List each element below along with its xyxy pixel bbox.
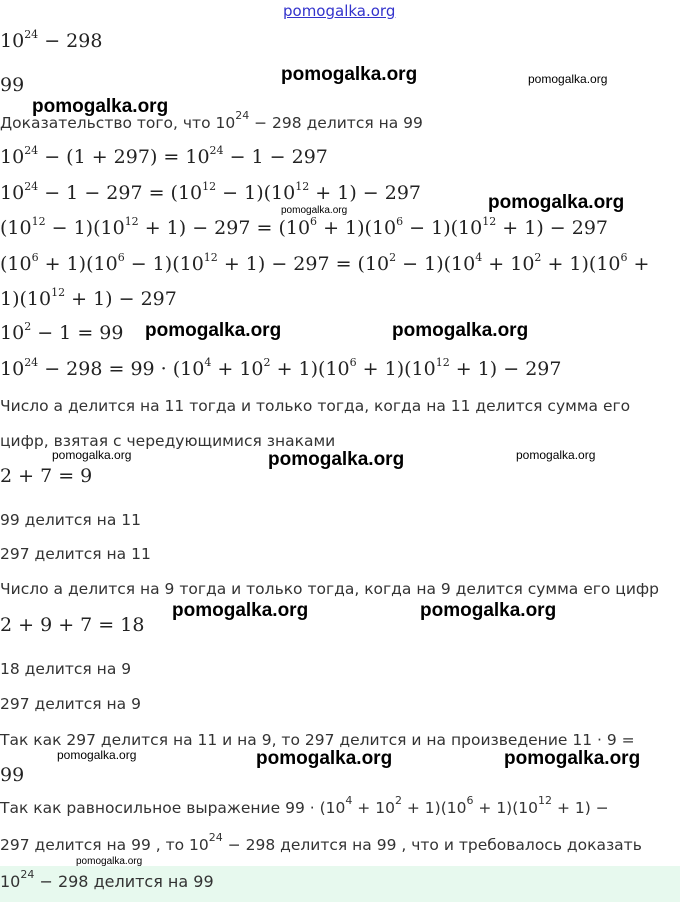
proof-step-2: $10^{24} - 1 - 297 = (10^{12} - 1)(10^{12} + 1) - 297$ (0, 180, 421, 204)
answer-box (0, 866, 680, 902)
statement-297-div-11: 297 делится на 11 (0, 545, 151, 563)
proof-step-4a: $(10^6 + 1)(10^6 - 1)(10^{12} + 1) - 297 = (10^2 - 1)(10^4 + 10^2 + 1)(10^6$ + (0, 251, 650, 275)
watermark: pomogalka.org (52, 448, 132, 462)
digit-sum-11: 2 + 7 = 9 (0, 465, 93, 487)
rule-11-line-2: цифр, взятая с чередующимися знаками (0, 432, 336, 450)
watermark: pomogalka.org (504, 748, 641, 769)
watermark: pomogalka.org (392, 320, 529, 341)
watermark: pomogalka.org (528, 72, 608, 86)
proof-heading: Доказательство того, что $10^{24} - 298$ делится на 99 (0, 109, 423, 132)
rule-9-line: Число a делится на 9 тогда и только тогда, когда на 9 делится сумма его цифр (0, 580, 660, 598)
rule-11-line-1: Число a делится на 11 тогда и только тогда, когда на 11 делится сумма его (0, 397, 631, 415)
watermark: pomogalka.org (57, 748, 137, 762)
watermark: pomogalka.org (281, 205, 348, 216)
proof-step-4b: $1)(10^{12} + 1) - 297$ (0, 286, 177, 310)
conclusion-line-2: 297 делится на 99 , то $10^{24} - 298$ делится на 99 , что и требовалось доказать (0, 831, 642, 854)
proof-step-6: $10^{24} - 298 = 99 \cdot (10^4 + 10^2 + 1)(10^6 + 1)(10^{12} + 1) - 297$ (0, 356, 562, 380)
watermark: pomogalka.org (488, 192, 625, 213)
statement-99-div-11: 99 делится на 11 (0, 511, 141, 529)
watermark: pomogalka.org (172, 600, 309, 621)
conclusion-line-1: Так как равносильное выражение $99 \cdot (10^4 + 10^2 + 1)(10^6 + 1)(10^{12} + 1)$ − (0, 794, 609, 817)
watermark: pomogalka.org (516, 448, 596, 462)
proof-step-5: $10^2 - 1 = 99$ (0, 320, 124, 344)
proof-step-1: $10^{24} - (1 + 297) = 10^{24} - 1 - 297$ (0, 144, 328, 168)
expression-line: $10^{24} - 298$ (0, 28, 103, 52)
divisor-line: 99 (0, 74, 25, 96)
proof-step-3: $(10^{12} - 1)(10^{12} + 1) - 297 = (10^6 + 1)(10^6 - 1)(10^{12} + 1) - 297$ (0, 215, 608, 239)
watermark: pomogalka.org (281, 64, 418, 85)
watermark: pomogalka.org (420, 600, 557, 621)
watermark: pomogalka.org (145, 320, 282, 341)
watermark: pomogalka.org (32, 96, 169, 117)
digit-sum-9: 2 + 9 + 7 = 18 (0, 614, 145, 636)
answer-text: $10^{24} - 298$ делится на 99 (0, 868, 214, 891)
statement-297-div-9: 297 делится на 9 (0, 695, 141, 713)
product-statement-line-1: Так как 297 делится на 11 и на 9, то 297 делится и на произведение 11 · 9 = (0, 731, 635, 749)
site-header-link[interactable]: pomogalka.org (283, 2, 396, 20)
product-statement-line-2: 99 (0, 764, 25, 786)
watermark: pomogalka.org (268, 449, 405, 470)
watermark: pomogalka.org (76, 856, 143, 867)
watermark: pomogalka.org (256, 748, 393, 769)
statement-18-div-9: 18 делится на 9 (0, 660, 132, 678)
